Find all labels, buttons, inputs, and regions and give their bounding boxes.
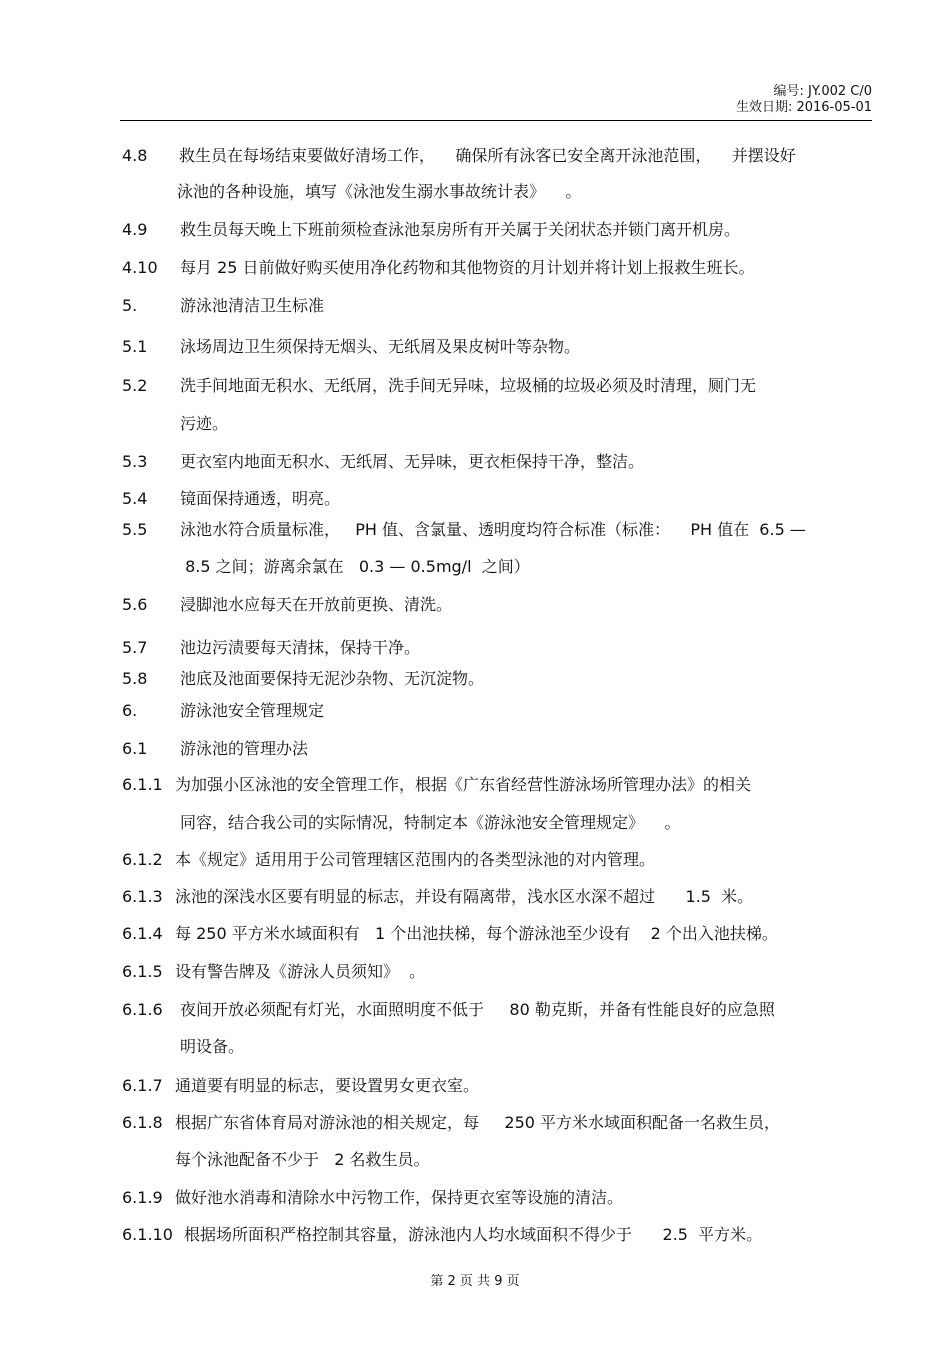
clause-text: 8.5 之间；游离余氯在 0.3 — 0.5mg/l 之间）	[180, 557, 530, 576]
clause-number: 6.1.4	[122, 924, 163, 943]
clause-text: 夜间开放必须配有灯光，水面照明度不低于 80 勒克斯，并备有性能良好的应急照	[180, 1000, 775, 1019]
clause-number: 6.1.7	[122, 1076, 163, 1095]
clause-text: 根据场所面积严格控制其容量，游泳池内人均水域面积不得少于 2.5 平方米。	[184, 1225, 763, 1244]
clause-text: 泳池的各种设施，填写《泳池发生溺水事故统计表》 。	[177, 182, 582, 201]
clause-text: 每月 25 日前做好购买使用净化药物和其他物资的月计划并将计划上报救生班长。	[180, 258, 755, 277]
clause-text: 泳场周边卫生须保持无烟头、无纸屑及果皮树叶等杂物。	[180, 337, 581, 356]
clause-text: 污迹。	[180, 414, 229, 433]
clause-number: 6.1.3	[122, 887, 163, 906]
clause-number: 4.9	[122, 220, 148, 239]
effective-date: 生效日期: 2016-05-01	[735, 100, 872, 115]
clause-number: 6.1.6	[122, 1000, 163, 1019]
clause-text: 池底及池面要保持无泥沙杂物、无沉淀物。	[180, 669, 485, 688]
clause-number: 5.4	[122, 489, 148, 508]
clause-number: 5.7	[122, 638, 148, 657]
clause-text: 根据广东省体育局对游泳池的相关规定，每 250 平方米水域面积配备一名救生员，	[175, 1113, 781, 1132]
clause-number: 5.3	[122, 452, 148, 471]
clause-text: 泳池水符合质量标准， PH 值、含氯量、透明度均符合标准（标准： PH 值在 6.5 —	[180, 520, 806, 539]
clause-text: 每个泳池配备不少于 2 名救生员。	[175, 1150, 430, 1169]
clause-text: 为加强小区泳池的安全管理工作，根据《广东省经营性游泳场所管理办法》的相关	[175, 775, 752, 794]
clause-text: 做好池水消毒和清除水中污物工作，保持更衣室等设施的清洁。	[175, 1188, 624, 1207]
clause-number: 6.1.5	[122, 962, 163, 981]
clause-number: 6.1.10	[122, 1225, 173, 1244]
clause-number: 6.1.2	[122, 850, 163, 869]
clause-text: 游泳池安全管理规定	[180, 701, 325, 720]
clause-text: 通道要有明显的标志，要设置男女更衣室。	[175, 1076, 480, 1095]
clause-text: 本《规定》适用用于公司管理辖区范围内的各类型泳池的对内管理。	[175, 850, 656, 869]
clause-number: 5.5	[122, 520, 148, 539]
clause-text: 明设备。	[180, 1037, 245, 1056]
clause-text: 更衣室内地面无积水、无纸屑、无异味，更衣柜保持干净，整洁。	[180, 452, 645, 471]
clause-number: 5.	[122, 296, 138, 315]
clause-number: 5.8	[122, 669, 148, 688]
header-rule	[120, 120, 872, 121]
clause-number: 6.1.1	[122, 775, 163, 794]
clause-text: 泳池的深浅水区要有明显的标志，并设有隔离带，浅水区水深不超过 1.5 米。	[175, 887, 754, 906]
clause-text: 每 250 平方米水域面积有 1 个出池扶梯，每个游泳池至少设有 2 个出入池扶梯。	[175, 924, 778, 943]
clause-number: 6.1	[122, 739, 148, 758]
clause-text: 游泳池清洁卫生标准	[180, 296, 325, 315]
clause-text: 救生员在每场结束要做好清场工作， 确保所有泳客已安全离开泳池范围， 并摆设好	[179, 146, 796, 165]
clause-number: 5.6	[122, 595, 148, 614]
clause-text: 游泳池的管理办法	[180, 739, 309, 758]
document-header	[736, 84, 872, 116]
clause-text: 浸脚池水应每天在开放前更换、清洗。	[180, 595, 453, 614]
clause-number: 5.2	[122, 376, 148, 395]
clause-number: 4.10	[122, 258, 158, 277]
clause-number: 4.8	[122, 146, 148, 165]
clause-number: 6.	[122, 701, 138, 720]
clause-text: 洗手间地面无积水、无纸屑，洗手间无异味，垃圾桶的垃圾必须及时清理，厕门无	[180, 376, 757, 395]
clause-number: 5.1	[122, 337, 148, 356]
clause-text: 救生员每天晚上下班前须检查泳池泵房所有开关属于关闭状态并锁门离开机房。	[180, 220, 741, 239]
clause-text: 镜面保持通透，明亮。	[180, 489, 341, 508]
page-footer: 第 2 页 共 9 页	[430, 1274, 520, 1289]
clause-number: 6.1.8	[122, 1113, 163, 1132]
clause-text: 池边污渍要每天清抹，保持干净。	[180, 638, 421, 657]
clause-number: 6.1.9	[122, 1188, 163, 1207]
clause-text: 同容，结合我公司的实际情况，特制定本《游泳池安全管理规定》 。	[180, 813, 681, 832]
document-code: 编号: JY.002 C/0	[773, 84, 872, 99]
clause-text: 设有警告牌及《游泳人员须知》 。	[175, 962, 426, 981]
